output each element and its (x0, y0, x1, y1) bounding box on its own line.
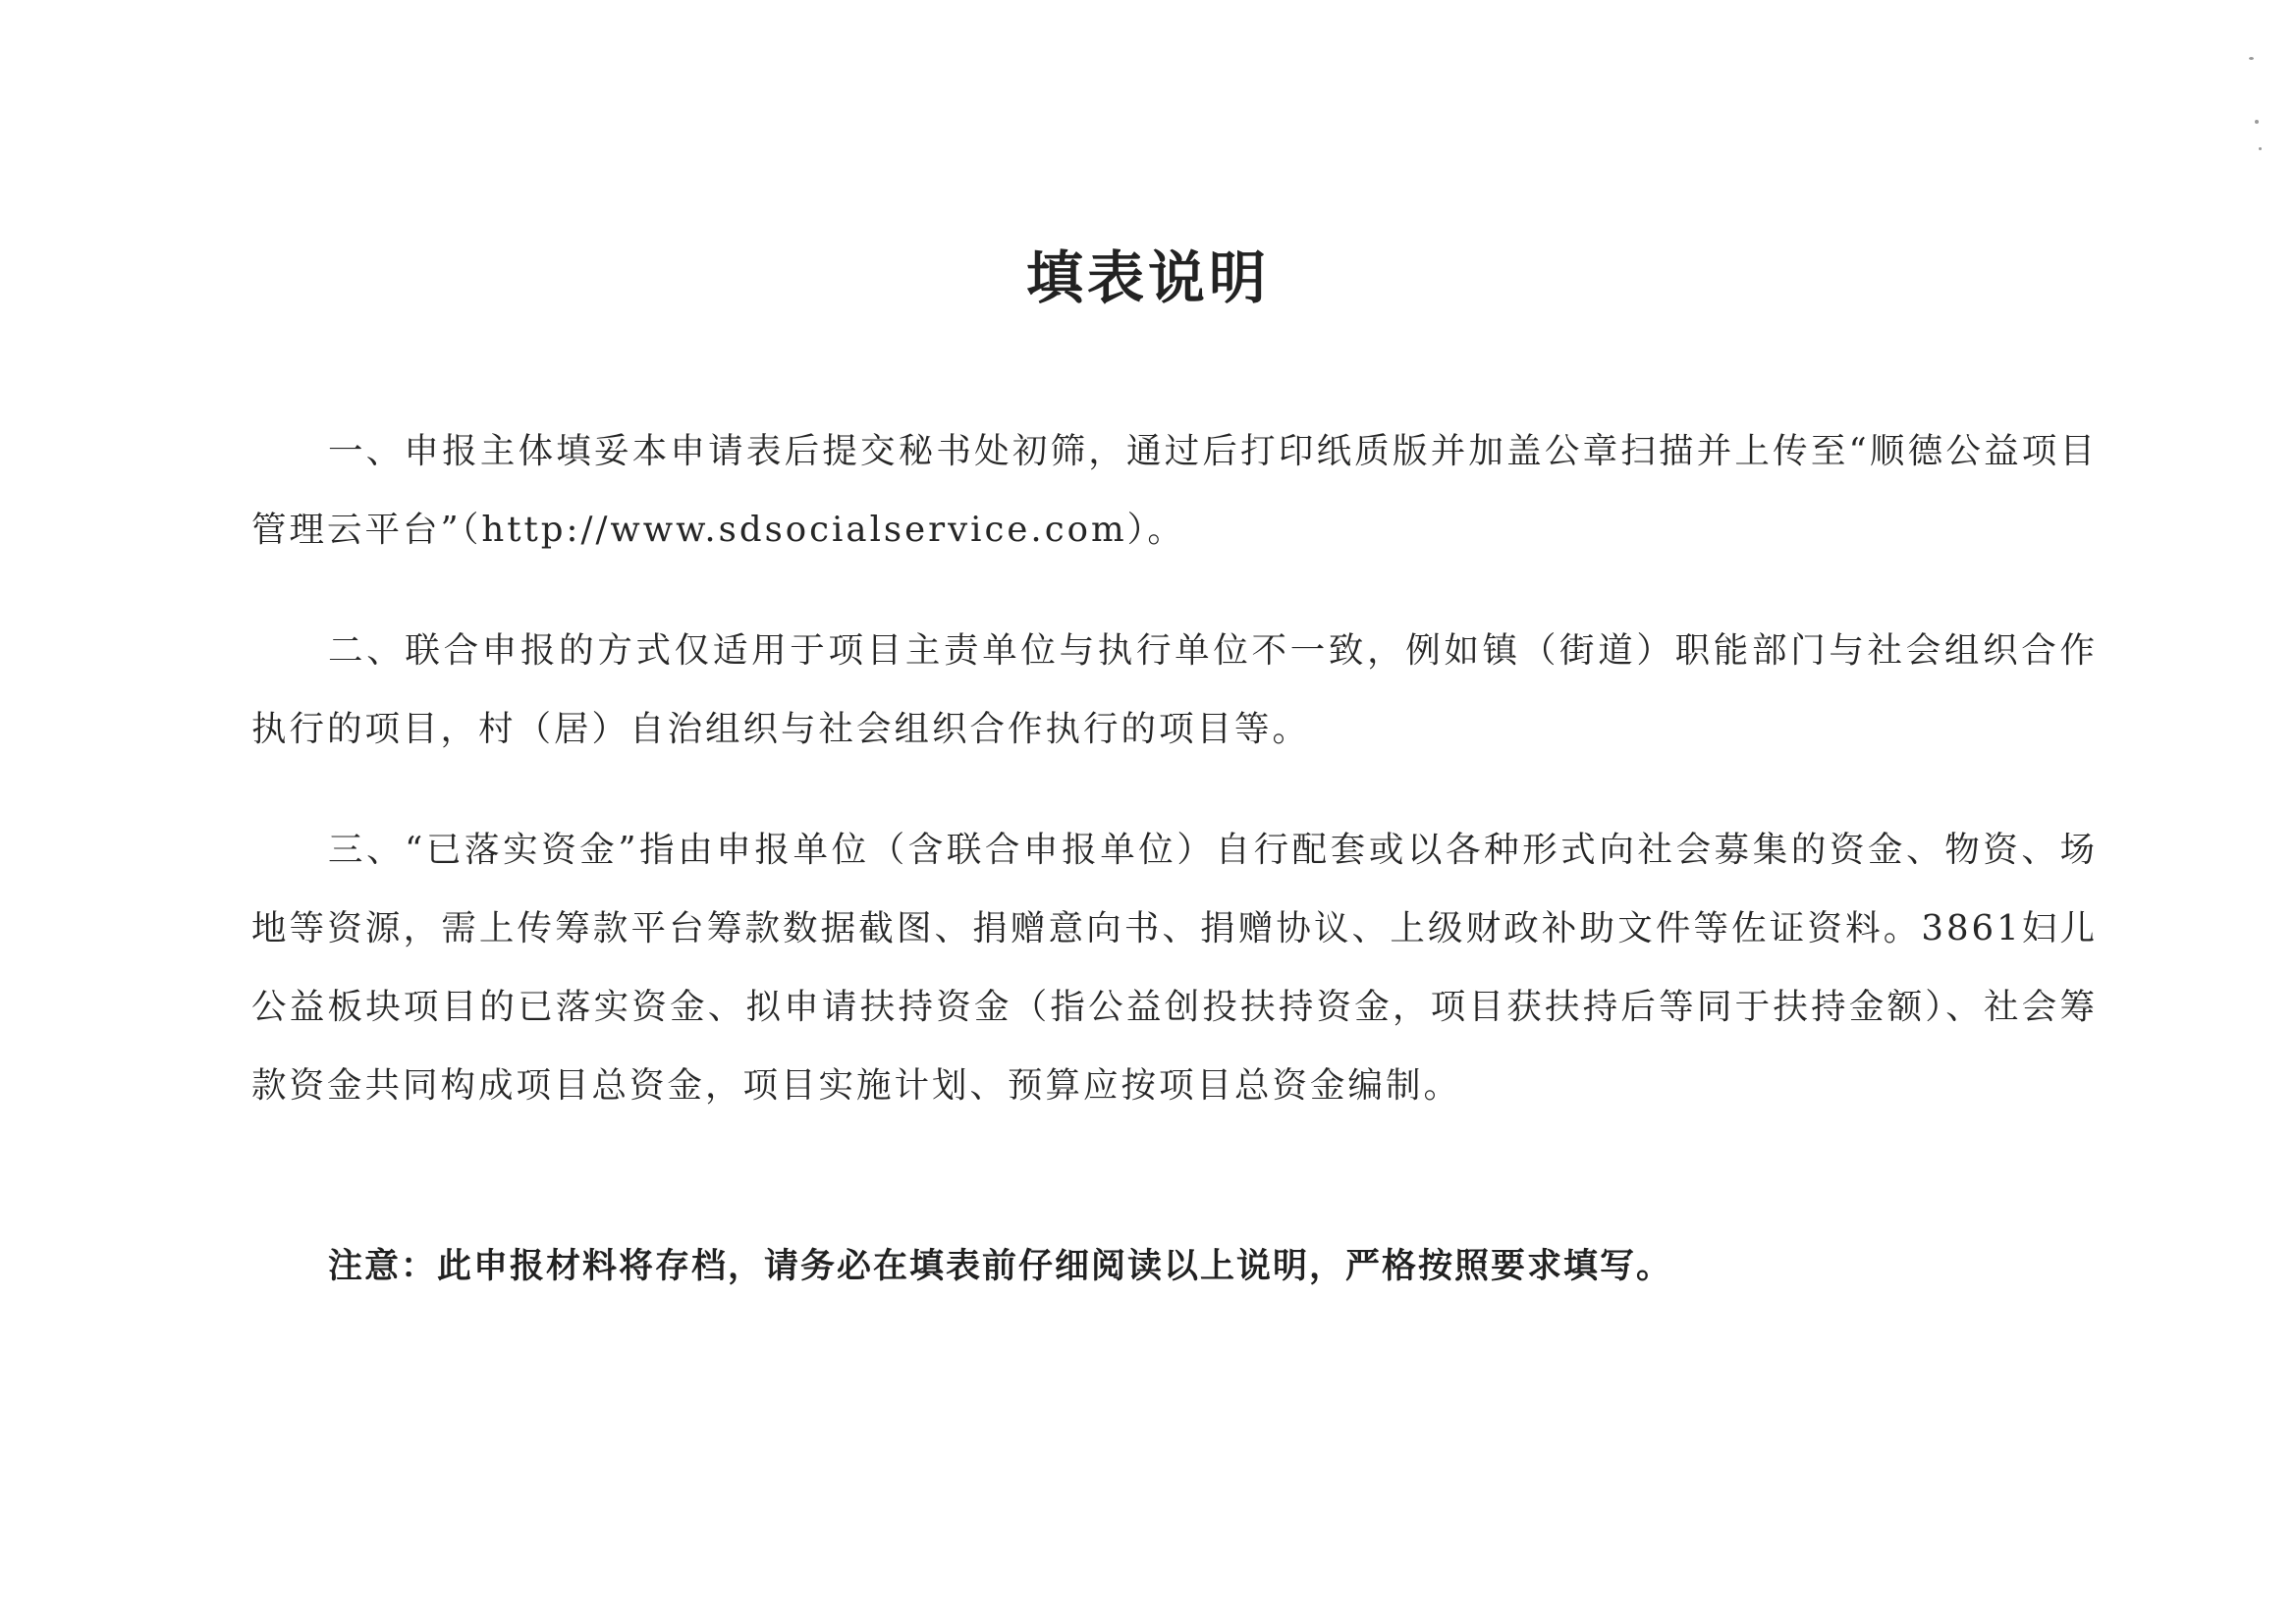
instruction-paragraph-1: 一、申报主体填妥本申请表后提交秘书处初筛，通过后打印纸质版并加盖公章扫描并上传至“顺德公益项目管理云平台”（http://www.sdsocialservice.com）。 (251, 431, 2098, 550)
scan-speck (2249, 57, 2254, 60)
instruction-paragraph-2: 二、联合申报的方式仅适用于项目主责单位与执行单位不一致，例如镇（街道）职能部门与社会组织合作执行的项目，村（居）自治组织与社会组织合作执行的项目等。 (251, 630, 2098, 749)
scan-speck (2255, 120, 2259, 124)
scan-speck (2259, 147, 2262, 150)
instruction-paragraph-3: 三、“已落实资金”指由申报单位（含联合申报单位）自行配套或以各种形式向社会募集的资金、物资、场地等资源，需上传筹款平台筹款数据截图、捐赠意向书、捐赠协议、上级财政补助文件等佐证资料。3861妇儿公益板块项目的已落实资金、拟申请扶持资金（指公益创投扶持资金，项目获扶持后等同于扶持金额）、社会筹款资金共同构成项目总资金，项目实施计划、预算应按项目总资金编制。 (251, 830, 2098, 1106)
page-title: 填表说明 (1025, 244, 1270, 311)
attention-note: 注意：此申报材料将存档，请务必在填表前仔细阅读以上说明，严格按照要求填写。 (328, 1247, 1673, 1286)
